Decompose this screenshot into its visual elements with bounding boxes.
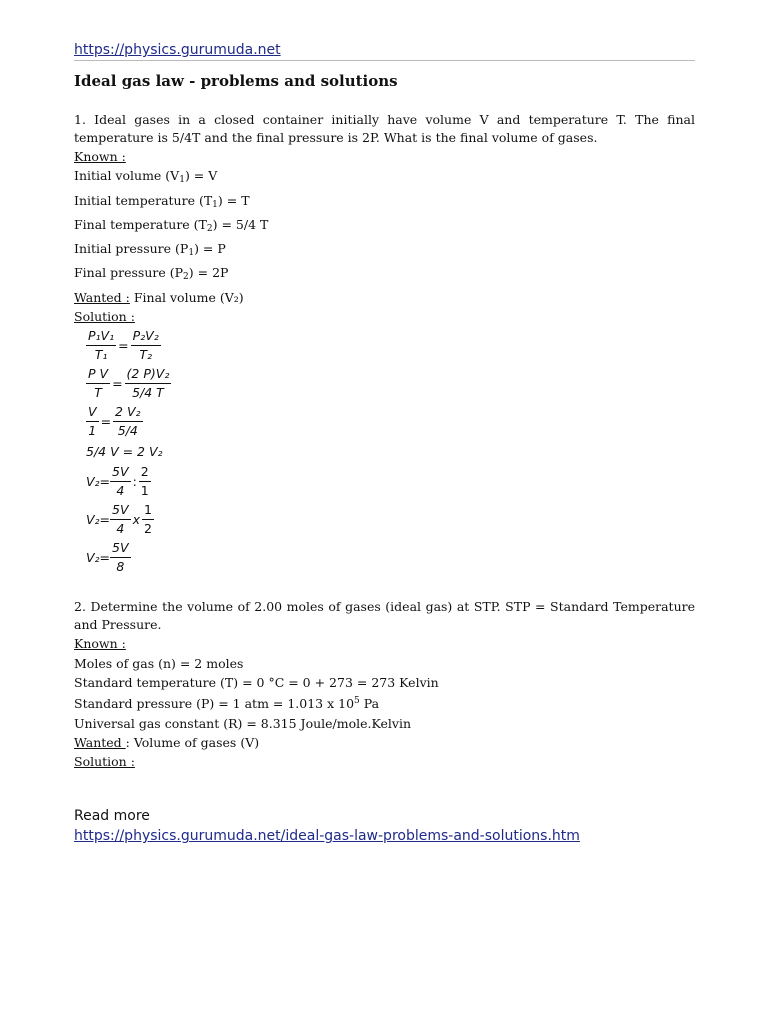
read-more-link[interactable]: https://physics.gurumuda.net/ideal-gas-law-problems-and-solutions.htm bbox=[74, 828, 580, 845]
header-divider bbox=[74, 60, 695, 61]
known-item: Final temperature $(T_2) = 5/4$ T bbox=[74, 216, 269, 234]
problem1-solution-label: Solution : bbox=[74, 309, 135, 325]
equation-5: V₂= $\frac{5V}{4}$ : $\frac{2}{1}$ bbox=[86, 463, 149, 498]
problem1-wanted: Wanted : Final volume (V₂) bbox=[74, 289, 244, 305]
problem2-statement: 2. Determine the volume of 2.00 moles of gases (ideal gas) at STP. STP = Standard Temperature and Pressure. bbox=[74, 599, 695, 633]
known-item: Standard temperature (T) = 0 °C = 0 + 273 = 273 Kelvin bbox=[74, 674, 439, 690]
equation-7: V₂= $\frac{5V}{8}$ bbox=[86, 539, 129, 574]
known-item: Standard pressure (P) = 1 atm = 1.013 x $10^5$ Pa bbox=[74, 696, 380, 712]
problem1-known-label: Known : bbox=[74, 149, 126, 164]
equation-2: $\frac{\text{P V}}{T}$ = $\frac{\text{(2 P)V₂}}{5/4 T}$ bbox=[88, 365, 170, 400]
read-more-label: Read more bbox=[74, 808, 150, 825]
equation-3: $\frac{V}{1}$ = $\frac{\text{2 V₂}}{5/4}$ bbox=[88, 403, 141, 438]
source-link[interactable]: https://physics.gurumuda.net bbox=[74, 42, 281, 58]
page-title: Ideal gas law - problems and solutions bbox=[74, 72, 398, 90]
problem2-known-label: Known : bbox=[74, 636, 126, 652]
known-item: Initial pressure $(P_1) = P$ bbox=[74, 241, 226, 259]
known-item: Initial temperature $(T_1) = T$ bbox=[74, 192, 250, 210]
problem2-wanted: Wanted : Volume of gases (V) bbox=[74, 734, 260, 750]
equation-4: 5/4 V = 2 V₂ bbox=[86, 443, 163, 459]
problem1-equations bbox=[86, 326, 695, 576]
known-item: Initial volume $(V_1) = V$ bbox=[74, 168, 218, 186]
problem1-statement: 1. Ideal gases in a closed container initially have volume V and temperature T. The final temperature is 5/4T and the final pressure is 2P. What is the final volume of gases. bbox=[74, 112, 695, 145]
problem1-known-list bbox=[74, 166, 695, 287]
problem2-solution-label: Solution : bbox=[74, 754, 135, 770]
known-item: Final pressure $(P_2) = 2P$ bbox=[74, 265, 229, 283]
known-item: Universal gas constant (R) = 8.315 Joule/mole.Kelvin bbox=[74, 715, 412, 731]
equation-6: V₂= $\frac{5V}{4}$ x $\frac{1}{2}$ bbox=[86, 501, 152, 536]
equation-1: $\frac{\text{P₁V₁}}{\text{T₁}}$ = $\frac{\text{P₂V₂}}{\text{T₂}}$ bbox=[88, 327, 159, 362]
known-item: Moles of gas (n) = 2 moles bbox=[74, 655, 244, 671]
document-page bbox=[74, 40, 695, 846]
